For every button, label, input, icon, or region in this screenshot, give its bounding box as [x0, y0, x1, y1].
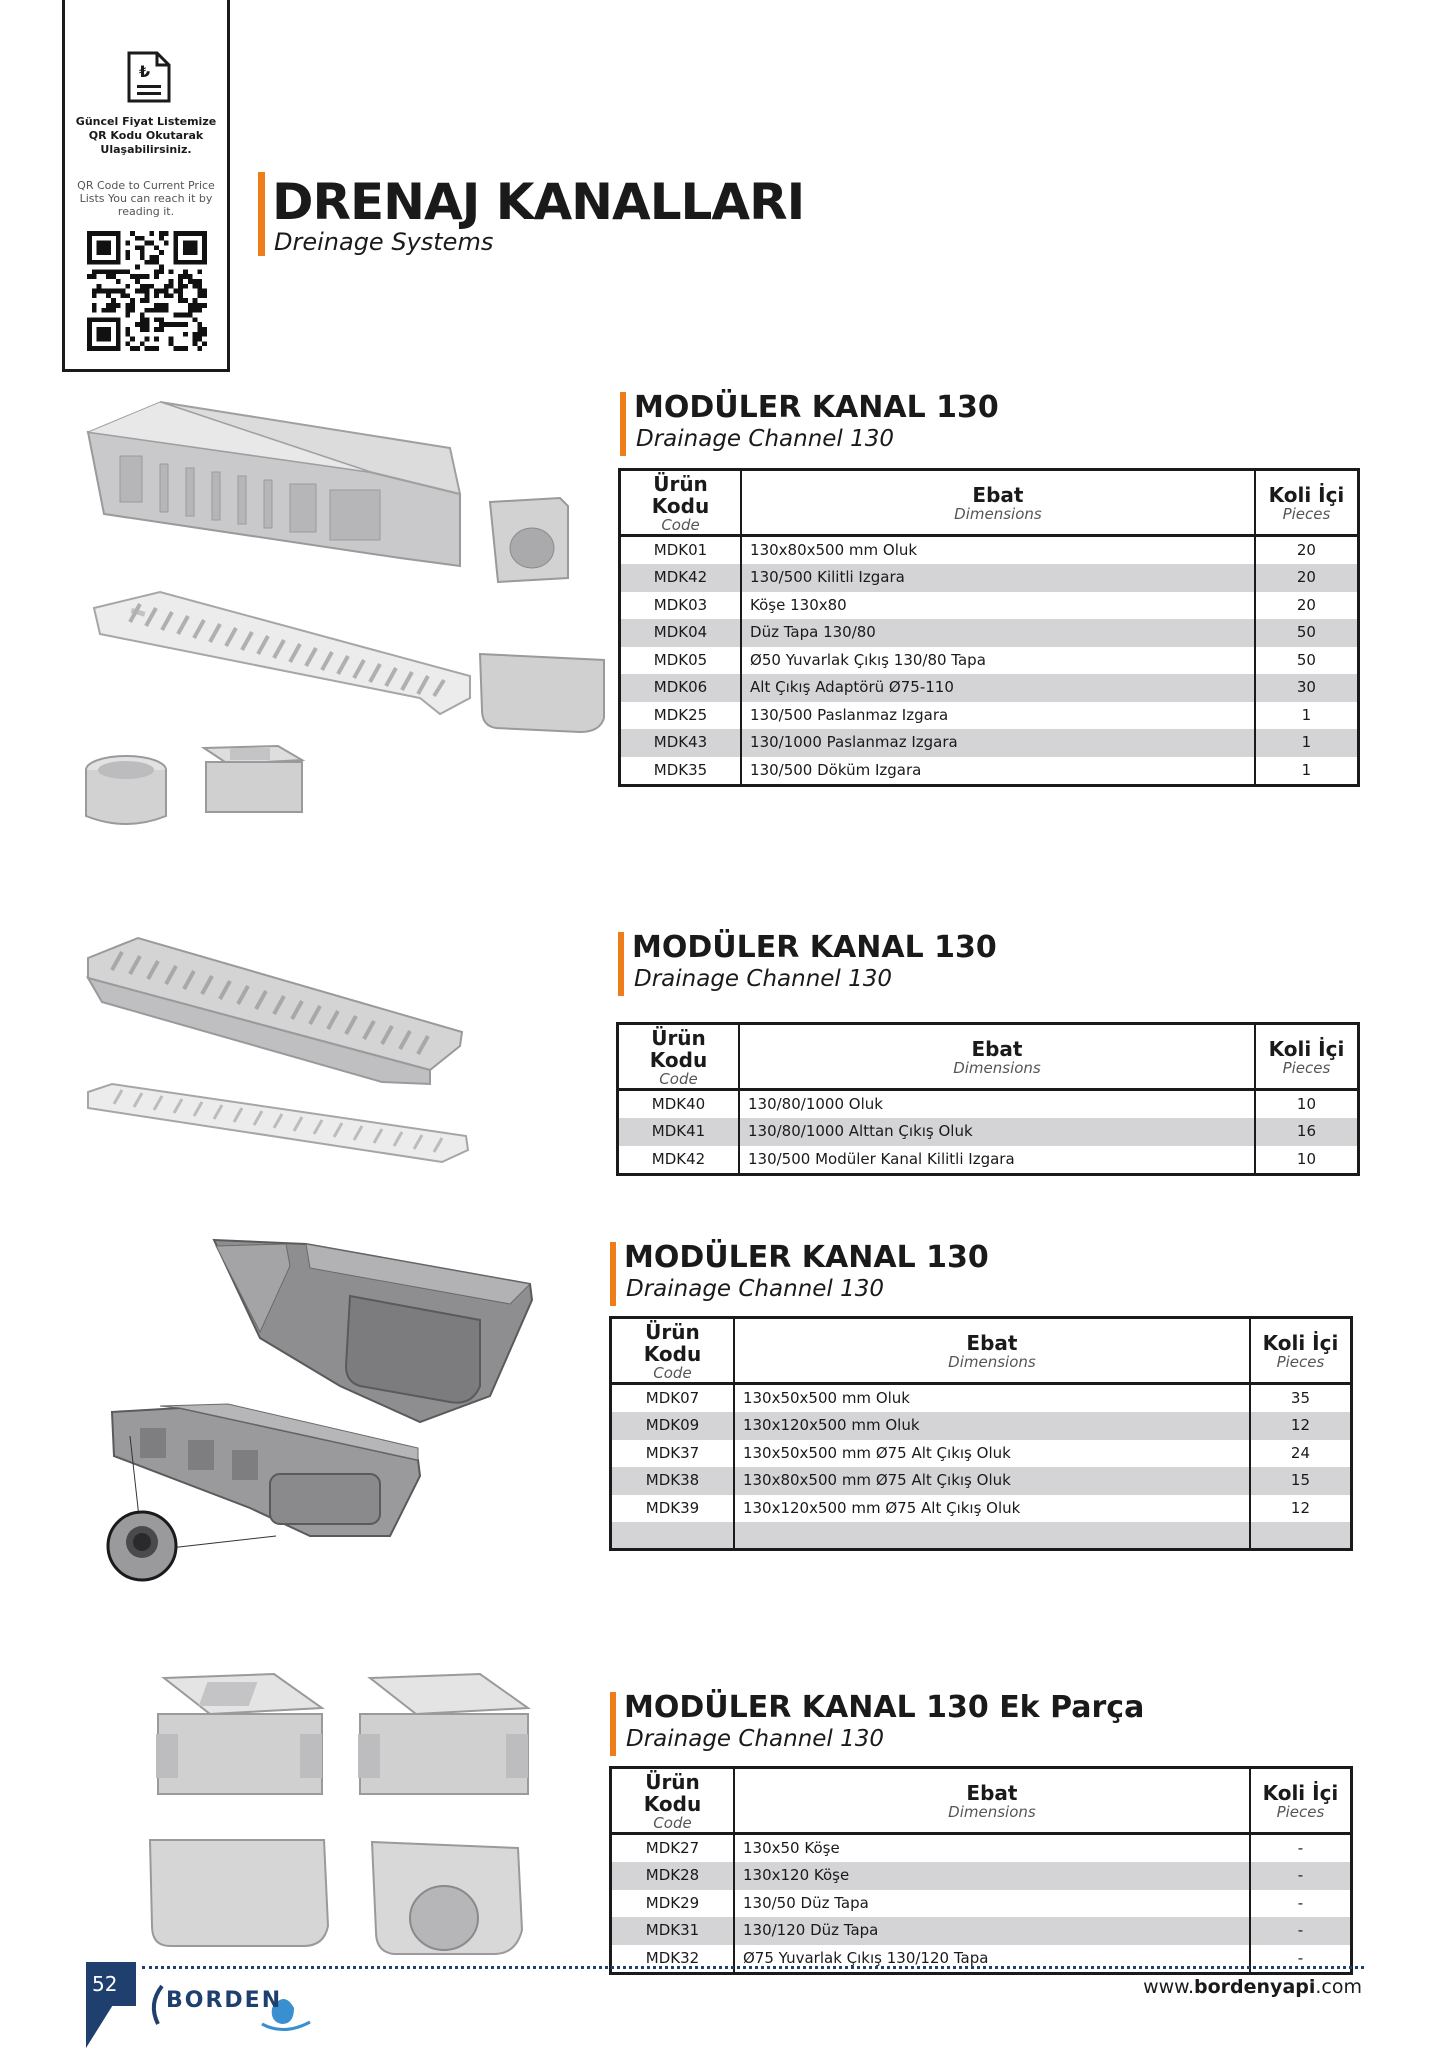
product-pieces: 20 — [1255, 564, 1359, 592]
product-table-4 — [609, 1766, 1353, 1975]
product-pieces: - — [1250, 1945, 1352, 1974]
product-dimensions: Köşe 130x80 — [741, 592, 1255, 620]
product-dimensions: 130/500 Paslanmaz Izgara — [741, 702, 1255, 730]
table-row — [620, 702, 1359, 730]
product-pieces: 20 — [1255, 536, 1359, 565]
section-accent-bar — [610, 1242, 616, 1306]
product-code: MDK32 — [611, 1945, 735, 1974]
product-dimensions: Düz Tapa 130/80 — [741, 619, 1255, 647]
product-code: MDK05 — [620, 647, 742, 675]
header-code: Ürün Kodu Code — [611, 1768, 735, 1834]
product-code: MDK31 — [611, 1917, 735, 1945]
product-code: MDK38 — [611, 1467, 734, 1495]
product-pieces: 1 — [1255, 757, 1359, 786]
product-code: MDK41 — [618, 1118, 740, 1146]
product-dimensions: 130x50x500 mm Ø75 Alt Çıkış Oluk — [734, 1440, 1250, 1468]
section-subtitle: Drainage Channel 130 — [634, 966, 893, 992]
section-accent-bar — [610, 1692, 616, 1756]
table-row — [611, 1440, 1352, 1468]
product-code: MDK25 — [620, 702, 742, 730]
document-lira-icon — [125, 51, 173, 103]
section-subtitle: Drainage Channel 130 — [626, 1276, 885, 1302]
qr-code[interactable] — [87, 231, 207, 351]
table-row — [620, 536, 1359, 565]
header-dimensions: Ebat Dimensions — [739, 1024, 1255, 1090]
product-pieces: 50 — [1255, 619, 1359, 647]
header-dimensions: Ebat Dimensions — [734, 1768, 1250, 1834]
product-image-channel-set — [80, 398, 620, 838]
product-dimensions: 130x80x500 mm Oluk — [741, 536, 1255, 565]
product-pieces: 20 — [1255, 592, 1359, 620]
header-dimensions: Ebat Dimensions — [741, 470, 1255, 536]
table-row — [611, 1862, 1352, 1890]
borden-logo — [144, 1976, 324, 2036]
header-code: Ürün Kodu Code — [618, 1024, 740, 1090]
table-row — [620, 674, 1359, 702]
table-row — [618, 1090, 1359, 1119]
product-pieces: 10 — [1255, 1090, 1359, 1119]
product-pieces: 12 — [1250, 1412, 1352, 1440]
product-code: MDK37 — [611, 1440, 734, 1468]
product-code: MDK04 — [620, 619, 742, 647]
svg-text:₺: ₺ — [139, 62, 151, 81]
product-table-3 — [609, 1316, 1353, 1551]
footer-divider — [142, 1966, 1364, 1969]
product-pieces: 12 — [1250, 1495, 1352, 1523]
table-row — [611, 1917, 1352, 1945]
product-pieces: 10 — [1255, 1146, 1359, 1175]
product-code: MDK01 — [620, 536, 742, 565]
product-table-2 — [616, 1022, 1360, 1176]
product-code: MDK09 — [611, 1412, 734, 1440]
product-dimensions: 130/1000 Paslanmaz Izgara — [741, 729, 1255, 757]
table-row — [611, 1890, 1352, 1918]
product-dimensions: 130x80x500 mm Ø75 Alt Çıkış Oluk — [734, 1467, 1250, 1495]
product-code: MDK40 — [618, 1090, 740, 1119]
product-dimensions: 130x120 Köşe — [734, 1862, 1250, 1890]
table-row — [620, 729, 1359, 757]
product-pieces: 24 — [1250, 1440, 1352, 1468]
product-pieces: 15 — [1250, 1467, 1352, 1495]
product-dimensions: Alt Çıkış Adaptörü Ø75-110 — [741, 674, 1255, 702]
header-code: Ürün Kodu Code — [611, 1318, 734, 1384]
product-table-1 — [618, 468, 1360, 787]
title-accent-bar — [258, 172, 265, 256]
header-pieces: Koli İçi Pieces — [1255, 470, 1359, 536]
section-subtitle: Drainage Channel 130 — [636, 426, 895, 452]
table-row — [620, 757, 1359, 786]
product-code: MDK29 — [611, 1890, 735, 1918]
qr-text-english: QR Code to Current Price Lists You can reach it by reading it. — [77, 179, 215, 218]
product-code: MDK07 — [611, 1384, 734, 1413]
product-code: MDK42 — [618, 1146, 740, 1175]
qr-price-list-box — [62, 0, 230, 372]
product-dimensions: 130x50 Köşe — [734, 1834, 1250, 1863]
table-row — [611, 1384, 1352, 1413]
product-code: MDK06 — [620, 674, 742, 702]
table-row — [611, 1467, 1352, 1495]
product-pieces: 50 — [1255, 647, 1359, 675]
product-dimensions: 130/50 Düz Tapa — [734, 1890, 1250, 1918]
product-code: MDK28 — [611, 1862, 735, 1890]
product-dimensions: 130x120x500 mm Oluk — [734, 1412, 1250, 1440]
section-accent-bar — [618, 932, 624, 996]
product-code: MDK27 — [611, 1834, 735, 1863]
product-dimensions — [734, 1522, 1250, 1550]
product-dimensions: 130x50x500 mm Oluk — [734, 1384, 1250, 1413]
product-image-channel-1000 — [82, 932, 472, 1164]
product-dimensions: 130x120x500 mm Ø75 Alt Çıkış Oluk — [734, 1495, 1250, 1523]
product-pieces: 1 — [1255, 729, 1359, 757]
table-row — [620, 564, 1359, 592]
header-dimensions: Ebat Dimensions — [734, 1318, 1250, 1384]
header-pieces: Koli İçi Pieces — [1250, 1318, 1352, 1384]
table-row — [611, 1522, 1352, 1550]
product-pieces: 1 — [1255, 702, 1359, 730]
qr-text-turkish: Güncel Fiyat Listemize QR Kodu Okutarak Ulaşabilirsiniz. — [75, 115, 217, 156]
product-dimensions: 130/80/1000 Oluk — [739, 1090, 1255, 1119]
product-pieces: 16 — [1255, 1118, 1359, 1146]
product-pieces: 30 — [1255, 674, 1359, 702]
product-dimensions: 130/500 Modüler Kanal Kilitli Izgara — [739, 1146, 1255, 1175]
product-pieces: - — [1250, 1890, 1352, 1918]
table-row — [611, 1834, 1352, 1863]
website-link[interactable]: www.bordenyapi.com — [1143, 1976, 1362, 1998]
table-row — [618, 1146, 1359, 1175]
section-title: MODÜLER KANAL 130 — [632, 930, 997, 965]
product-code: MDK03 — [620, 592, 742, 620]
product-dimensions: Ø50 Yuvarlak Çıkış 130/80 Tapa — [741, 647, 1255, 675]
table-row — [618, 1118, 1359, 1146]
section-subtitle: Drainage Channel 130 — [626, 1726, 885, 1752]
product-dimensions: 130/80/1000 Alttan Çıkış Oluk — [739, 1118, 1255, 1146]
header-pieces: Koli İçi Pieces — [1250, 1768, 1352, 1834]
product-code: MDK39 — [611, 1495, 734, 1523]
product-pieces: - — [1250, 1834, 1352, 1863]
brand-name: BORDEN — [166, 1988, 283, 2013]
table-row — [611, 1495, 1352, 1523]
product-pieces — [1250, 1522, 1352, 1550]
product-code: MDK43 — [620, 729, 742, 757]
section-title: MODÜLER KANAL 130 — [624, 1240, 989, 1275]
product-image-accessories — [144, 1664, 544, 1964]
product-code — [611, 1522, 734, 1550]
product-pieces: - — [1250, 1862, 1352, 1890]
product-pieces: 35 — [1250, 1384, 1352, 1413]
product-code: MDK42 — [620, 564, 742, 592]
header-pieces: Koli İçi Pieces — [1255, 1024, 1359, 1090]
table-row — [611, 1412, 1352, 1440]
header-code: Ürün Kodu Code — [620, 470, 742, 536]
product-dimensions: Ø75 Yuvarlak Çıkış 130/120 Tapa — [734, 1945, 1250, 1974]
section-accent-bar — [620, 392, 626, 456]
table-row — [620, 592, 1359, 620]
product-dimensions: 130/500 Döküm Izgara — [741, 757, 1255, 786]
page-subtitle: Dreinage Systems — [274, 228, 494, 256]
product-dimensions: 130/500 Kilitli Izgara — [741, 564, 1255, 592]
product-pieces: - — [1250, 1917, 1352, 1945]
section-title: MODÜLER KANAL 130 Ek Parça — [624, 1690, 1145, 1725]
page-number: 52 — [92, 1972, 118, 1996]
table-row — [620, 619, 1359, 647]
section-title: MODÜLER KANAL 130 — [634, 390, 999, 425]
page-title: DRENAJ KANALLARI — [272, 173, 805, 231]
product-code: MDK35 — [620, 757, 742, 786]
product-image-grey-channels — [100, 1236, 540, 1582]
product-dimensions: 130/120 Düz Tapa — [734, 1917, 1250, 1945]
table-row — [620, 647, 1359, 675]
